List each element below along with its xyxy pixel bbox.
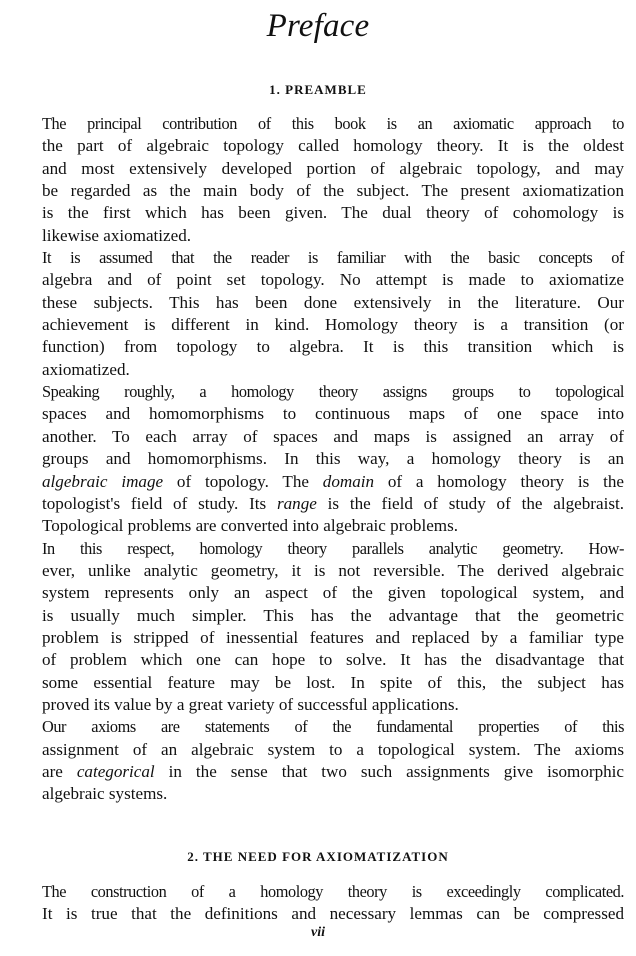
text-line: these subjects. This has been done extensively in the literature. Our — [42, 292, 624, 312]
text-line — [14, 761, 624, 783]
text-line: achievement is different in kind. Homology theory is a transition (or — [42, 315, 624, 335]
text-line: algebraic systems. — [42, 784, 168, 804]
page-number: vii — [311, 925, 325, 940]
text-line: proved its value by a great variety of successful applications. — [42, 694, 459, 714]
text-fragment: of a homology theory is the — [374, 471, 625, 491]
text-line: likewise axiomatized. — [42, 225, 192, 245]
text-line: It is assumed that the reader is familiar with the basic concepts of — [42, 248, 624, 268]
section-heading-preamble: 1. PREAMBLE — [269, 82, 367, 97]
text-line: is usually much simpler. This has the advantage that the geometric — [42, 605, 624, 625]
text-line: Topological problems are converted into algebraic problems. — [42, 516, 459, 536]
text-line: groups and homomorphisms. In this way, a homology theory is an — [42, 449, 624, 469]
text-line: spaces and homomorphisms to continuous maps of one space into — [42, 404, 624, 424]
text-line: Speaking roughly, a homology theory assigns groups to topological — [42, 382, 624, 402]
text-line: The construction of a homology theory is exceedingly complicated. — [42, 882, 624, 901]
italic-phrase: range — [276, 493, 317, 513]
section-body-preamble — [14, 113, 624, 806]
section-heading-need-for-axiomatization: 2. THE NEED FOR AXIOMATIZATION — [187, 849, 449, 864]
text-line: The principal contribution of this book is an axiomatic approach to — [42, 114, 624, 133]
page-title: Preface — [266, 8, 370, 44]
italic-phrase: categorical — [76, 761, 155, 781]
text-line: It is true that the definitions and necessary lemmas can be compressed — [42, 904, 624, 924]
text-line: In this respect, homology theory parallels analytic geometry. How- — [42, 538, 624, 558]
text-line: ever, unlike analytic geometry, it is not reversible. The derived algebraic — [42, 560, 624, 580]
text-line: axiomatized. — [42, 359, 130, 379]
paragraph — [14, 538, 624, 717]
text-fragment: is the field of study of the algebraist. — [316, 493, 624, 513]
text-fragment: of topology. The — [163, 471, 323, 491]
text-line: algebra and of point set topology. No attempt is made to axiomatize — [42, 270, 624, 290]
text-line: another. To each array of spaces and maps is assigned an array of — [42, 426, 624, 446]
paragraph — [14, 381, 624, 537]
italic-phrase: domain — [322, 471, 375, 491]
paragraph — [14, 113, 624, 247]
text-line: function) from topology to algebra. It is this transition which is — [42, 337, 624, 357]
text-line: Our axioms are statements of the fundamental properties of this — [42, 717, 624, 737]
text-line: assignment of an algebraic system to a topological system. The axioms — [42, 739, 624, 759]
text-fragment: in the sense that two such assignments give isomorphic — [154, 761, 624, 781]
text-line: problem is stripped of inessential features and replaced by a familiar type — [42, 627, 624, 647]
section-body-need-for-axiomatization — [14, 881, 624, 926]
text-line: system represents only an aspect of the given topological system, and — [42, 583, 624, 603]
text-line: the part of algebraic topology called homology theory. It is the oldest — [42, 136, 624, 156]
text-line: and most extensively developed portion of algebraic topology, and may — [42, 158, 624, 178]
text-fragment: topologist's field of study. Its — [42, 493, 277, 513]
text-line — [14, 471, 624, 493]
text-line: some essential feature may be lost. In spite of this, the subject has — [42, 672, 624, 692]
text-fragment: are — [42, 761, 77, 781]
text-line: of problem which one can hope to solve. It has the disadvantage that — [42, 650, 624, 670]
paragraph — [14, 881, 624, 926]
text-line: is the first which has been given. The dual theory of cohomology is — [42, 203, 624, 223]
italic-phrase: algebraic image — [42, 471, 164, 491]
text-line: be regarded as the main body of the subject. The present axiomatization — [42, 181, 624, 201]
paragraph — [14, 716, 624, 805]
paragraph — [14, 247, 624, 381]
text-line — [14, 493, 624, 515]
